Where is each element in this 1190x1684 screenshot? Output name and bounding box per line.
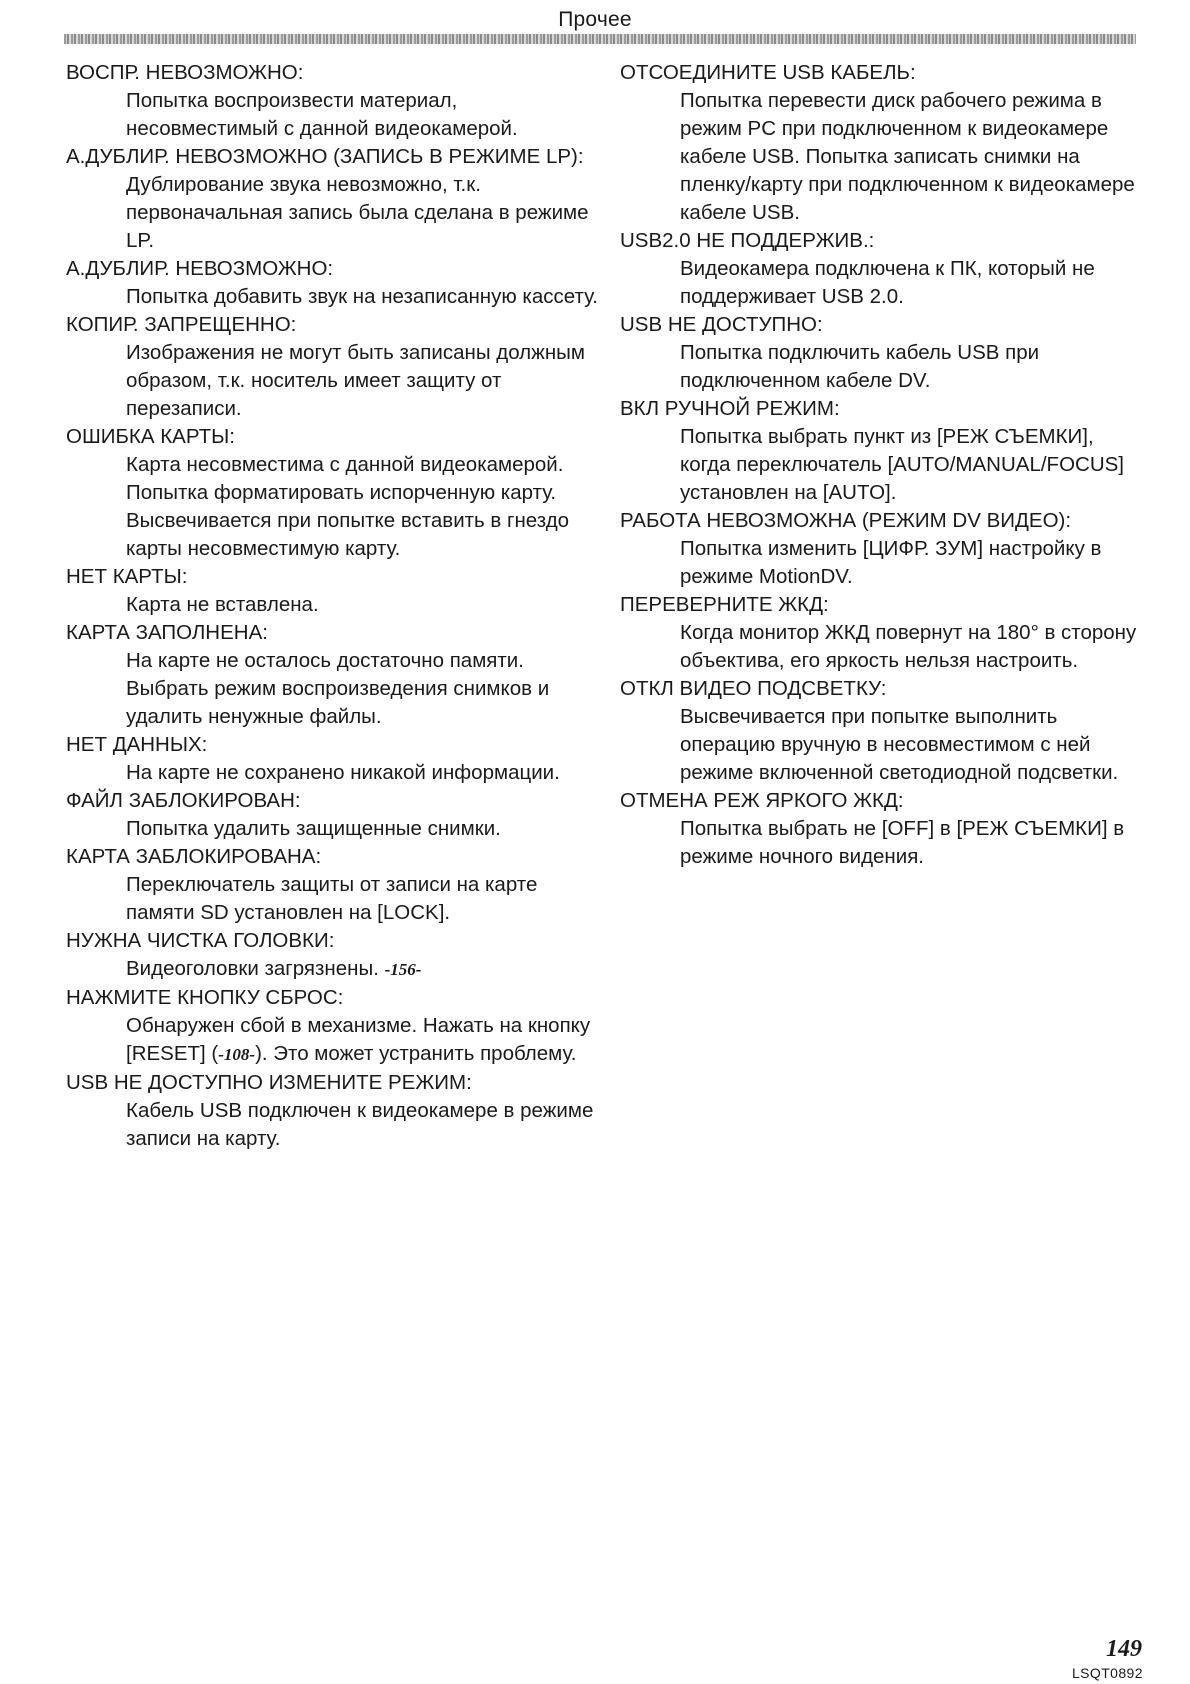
desc-text: Видеоголовки загрязнены. — [126, 957, 379, 980]
entry-desc: Высвечивается при попытке вставить в гнездо карты несовместимую карту. — [126, 509, 570, 560]
entry-term: КАРТА ЗАПОЛНЕНА: — [66, 621, 268, 644]
entry-term: ПЕРЕВЕРНИТЕ ЖКД: — [620, 593, 829, 616]
entry-term: USB НЕ ДОСТУПНО ИЗМЕНИТЕ РЕЖИМ: — [66, 1071, 472, 1094]
header-rule — [64, 34, 1136, 44]
message-entry — [620, 395, 1140, 507]
entry-term: ФАЙЛ ЗАБЛОКИРОВАН: — [66, 789, 301, 812]
entry-term: ВКЛ РУЧНОЙ РЕЖИМ: — [620, 397, 840, 420]
document-code: LSQT0892 — [1072, 1665, 1143, 1681]
message-entry — [66, 563, 606, 619]
entry-term: А.ДУБЛИР. НЕВОЗМОЖНО (ЗАПИСЬ В РЕЖИМЕ LP): — [66, 145, 584, 168]
entry-term: НУЖНА ЧИСТКА ГОЛОВКИ: — [66, 929, 335, 952]
message-entry — [66, 143, 606, 255]
entry-term: USB НЕ ДОСТУПНО: — [620, 313, 823, 336]
desc-text: ). Это может устранить проблему. — [255, 1042, 577, 1065]
entry-desc: Когда монитор ЖКД повернут на 180° в сторону объектива, его яркость нельзя настроить. — [680, 621, 1137, 672]
entry-desc: Попытка удалить защищенные снимки. — [126, 817, 501, 840]
entry-term: РАБОТА НЕВОЗМОЖНА (РЕЖИМ DV ВИДЕО): — [620, 509, 1072, 532]
entry-desc: Изображения не могут быть записаны должным образом, т.к. носитель имеет защиту от перезаписи. — [126, 341, 585, 420]
message-entry — [66, 59, 606, 143]
entry-desc: Кабель USB подключен к видеокамере в режиме записи на карту. — [126, 1099, 594, 1150]
entry-desc: Карта несовместима с данной видеокамерой. — [126, 453, 564, 476]
entry-desc: На карте не сохранено никакой информации. — [126, 761, 560, 784]
entry-desc: Попытка выбрать не [OFF] в [РЕЖ СЪЕМКИ] в режиме ночного видения. — [680, 817, 1125, 868]
message-entry — [620, 59, 1140, 227]
entry-term: НЕТ КАРТЫ: — [66, 565, 188, 588]
message-entry — [620, 507, 1140, 591]
page-ref: -108- — [218, 1045, 256, 1064]
entry-desc: Выбрать режим воспроизведения снимков и удалить ненужные файлы. — [126, 677, 550, 728]
entry-desc: Попытка воспроизвести материал, несовместимый с данной видеокамерой. — [126, 89, 518, 140]
entry-desc: Попытка выбрать пункт из [РЕЖ СЪЕМКИ], когда переключатель [AUTO/MANUAL/FOCUS] установлен на [AUTO]. — [680, 425, 1124, 504]
page-ref: -156- — [384, 960, 422, 979]
entry-term: КОПИР. ЗАПРЕЩЕННО: — [66, 313, 297, 336]
message-entry — [66, 787, 606, 843]
message-entry — [66, 843, 606, 927]
entry-term: USB2.0 НЕ ПОДДЕРЖИВ.: — [620, 229, 875, 252]
message-entry — [66, 255, 606, 311]
entry-term: ОТМЕНА РЕЖ ЯРКОГО ЖКД: — [620, 789, 904, 812]
page-number: 149 — [1106, 1636, 1142, 1662]
entry-desc: На карте не осталось достаточно памяти. — [126, 649, 524, 672]
entry-desc: Переключатель защиты от записи на карте памяти SD установлен на [LOCK]. — [126, 873, 538, 924]
left-entry-list — [66, 59, 606, 927]
entry-term: ОШИБКА КАРТЫ: — [66, 425, 235, 448]
entry-usb-change-mode — [66, 1069, 606, 1153]
desc-text: Обнаружен сбой в механизме. Нажать на кнопку [RESET] ( — [126, 1014, 591, 1065]
message-entry — [620, 227, 1140, 311]
entry-term: ОТСОЕДИНИТЕ USB КАБЕЛЬ: — [620, 61, 916, 84]
entry-desc: Попытка подключить кабель USB при подключенном кабеле DV. — [680, 341, 1040, 392]
message-entry — [66, 311, 606, 423]
entry-desc: Дублирование звука невозможно, т.к. первоначальная запись была сделана в режиме LP. — [126, 173, 589, 252]
page-header-title: Прочее — [558, 8, 632, 31]
entry-reset — [66, 984, 606, 1069]
entry-desc: Высвечивается при попытке выполнить операцию вручную в несовместимом с ней режиме включенной светодиодной подсветки. — [680, 705, 1119, 784]
message-entry — [66, 619, 606, 731]
message-entry — [620, 787, 1140, 871]
message-entry — [66, 731, 606, 787]
message-entry — [620, 675, 1140, 787]
right-column — [620, 59, 1140, 871]
entry-term: НЕТ ДАННЫХ: — [66, 733, 208, 756]
message-entry — [66, 423, 606, 563]
entry-term: ОТКЛ ВИДЕО ПОДСВЕТКУ: — [620, 677, 887, 700]
entry-desc — [126, 955, 606, 984]
message-entry — [620, 591, 1140, 675]
entry-term: НАЖМИТЕ КНОПКУ СБРОС: — [66, 986, 344, 1009]
entry-desc: Попытка форматировать испорченную карту. — [126, 481, 557, 504]
left-column — [66, 59, 606, 1153]
entry-desc — [126, 1012, 606, 1069]
right-entry-list — [620, 59, 1140, 871]
entry-term: А.ДУБЛИР. НЕВОЗМОЖНО: — [66, 257, 334, 280]
entry-desc: Видеокамера подключена к ПК, который не поддерживает USB 2.0. — [680, 257, 1095, 308]
entry-head-cleaning — [66, 927, 606, 984]
entry-term: КАРТА ЗАБЛОКИРОВАНА: — [66, 845, 322, 868]
entry-desc: Попытка изменить [ЦИФР. ЗУМ] настройку в режиме MotionDV. — [680, 537, 1102, 588]
entry-desc: Попытка перевести диск рабочего режима в режим PC при подключенном к видеокамере кабеле USB. Попытка записать снимки на пленку/карту при подключенном к видеокамере кабеле USB. — [680, 89, 1135, 224]
message-entry — [620, 311, 1140, 395]
entry-desc: Карта не вставлена. — [126, 593, 319, 616]
entry-desc: Попытка добавить звук на незаписанную кассету. — [126, 285, 598, 308]
entry-term: ВОСПР. НЕВОЗМОЖНО: — [66, 61, 304, 84]
